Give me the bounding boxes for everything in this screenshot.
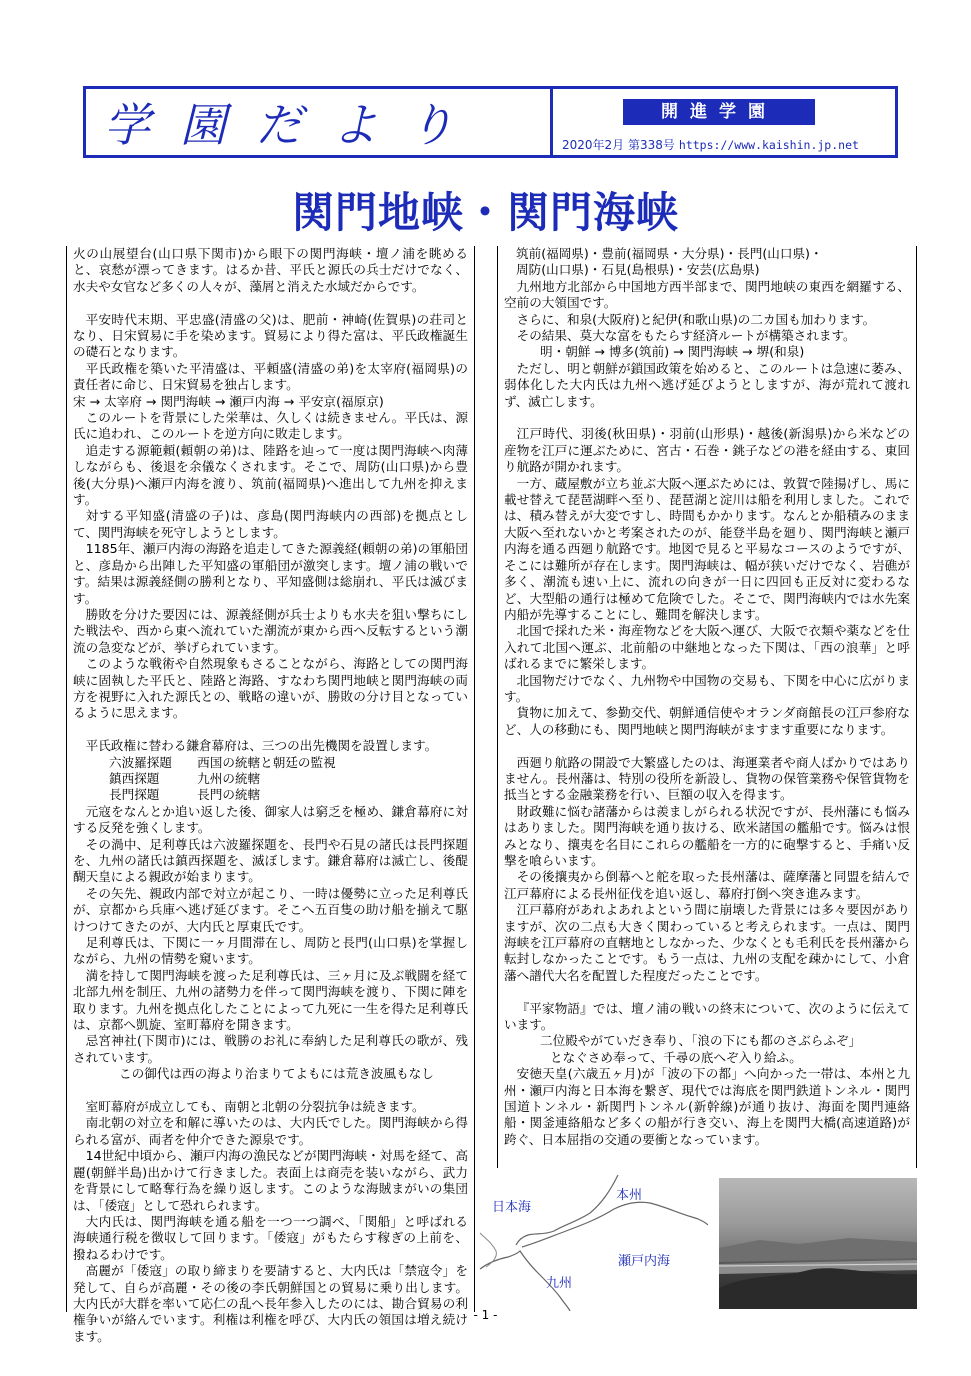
paragraph: 忌宮神社(下関市)には、戦勝のお礼に奉納した足利尊氏の歌が、残されています。: [73, 1033, 468, 1065]
paragraph: 火の山展望台(山口県下関市)から眼下の関門海峡・壇ノ浦を眺めると、哀愁が漂ってきます。はるか昔、平氏と源氏の兵士だけでなく、水夫や女官など多くの人々が、藻屑と消えた水域だからです。: [73, 246, 468, 294]
header-divider: [550, 89, 553, 155]
paragraph: 14世紀中頃から、瀬戸内海の漁民などが関門海峡・対馬を経て、高麗(朝鮮半島)出かけて行きました。表面上は商売を装いながら、武力を背景にして略奪行為を繰り返します。このような海賊まがいの集団は、「倭寇」として恐れられます。: [73, 1148, 468, 1213]
paragraph: 一方、蔵屋敷が立ち並ぶ大阪へ運ぶためには、敦賀で陸揚げし、馬に載せ替えて琵琶湖畔へ至り、琵琶湖と淀川は船を利用しました。これでは、積み替えが大変ですし、時間もかかります。なんとか船積みのまま大阪へ至れないかと考案されたのが、能登半島を廻り、関門海峡と瀬戸内海を通る西廻り航路です。地図で見ると平易なコースのようですが、そこには難所が存在します。関門海峡は、幅が狭いだけでなく、岩礁が多く、潮流も速い上に、流れの向きが一日に四回も正反対に変わるなど、大型船の通行は極めて危険でした。そこで、関門海峡内では水先案内船が先導することにし、難問を解決します。: [504, 475, 910, 622]
issue-date: 2020年2月 第338号: [562, 138, 675, 152]
paragraph: 1185年、瀬戸内海の海路を追走してきた源義経(頼朝の弟)の軍船団と、彦島から出陣した平知盛の軍船団が激突します。壇ノ浦の戦いです。結果は源義経側の勝利となり、平知盛側は総崩れ、平氏は滅びます。: [73, 541, 468, 606]
province-list: 筑前(福岡県)・豊前(福岡県・大分県)・長門(山口県)・: [516, 246, 823, 261]
paragraph: 財政難に悩む諸藩からは羨ましがられる状況ですが、長州藩にも悩みはありました。関門海峡を通り抜ける、欧米諸国の艦船です。悩みは恨みとなり、攘夷を名目にこれらの艦船を一方的に砲撃すると、手痛い反撃を喰らいます。: [504, 803, 910, 868]
route-line: 宋 → 太宰府 → 関門海峡 → 瀬戸内海 → 平安京(福原京): [73, 393, 384, 409]
paragraph: 室町幕府が成立しても、南朝と北朝の分裂抗争は続きます。: [85, 1099, 425, 1115]
paragraph: 安徳天皇(六歳五ヶ月)が「波の下の都」へ向かった一帯は、本州と九州・瀬戸内海と日本海を繋ぎ、現代では海底を関門鉄道トンネル・関門国道トンネル・新関門トンネル(新幹線)が通り抜け、海面を関門連絡船・関釜連絡船など多くの船が行き交い、海上を関門大橋(高速道路)が跨ぐ、日本屈指の交通の要衝となっています。: [504, 1066, 910, 1147]
province-list: 周防(山口県)・石見(島根県)・安芸(広島県): [516, 262, 760, 278]
paragraph: 『平家物語』では、壇ノ浦の戦いの終末について、次のように伝えています。: [504, 1000, 910, 1033]
spacer: [73, 295, 468, 311]
paragraph: 追走する源範頼(頼朝の弟)は、陸路を辿って一度は関門海峡へ肉薄しながらも、後退を余儀なくされます。そこで、周防(山口県)から豊後(大分県)へ瀬戸内海を渡り、筑前(福岡県)へ進出して九州を抑えます。: [73, 442, 468, 508]
paragraph: このような戦術や自然現象もさることながら、海路としての関門海峡に固執した平氏と、陸路と海路、すなわち関門地峡と関門海峡の両方を視野に入れた源氏との、戦略の違いが、勝敗の分け目となっているように思えます。: [73, 656, 468, 721]
masthead-box: [83, 86, 898, 158]
honshu-coastline: [516, 1175, 618, 1245]
paragraph: その後攘夷から倒幕へと舵を取った長州藩は、薩摩藩と同盟を結んで江戸幕府による長州征伐を追い返し、幕府打倒へ突き進みます。: [504, 869, 910, 901]
paragraph: 北国物だけでなく、九州物や中国物の交易も、下関を中心に広がります。: [504, 672, 910, 704]
label-seto-inland-sea: 瀬戸内海: [618, 1254, 671, 1269]
spacer: [73, 1083, 468, 1099]
paragraph: 江戸幕府があれよあれよという間に崩壊した背景には多々要因がありますが、次の二点も大きく関わっていると考えられます。一点は、関門海峡を江戸幕府の直轄地としなかった、少なくとも毛利氏を長州藩から転封しなかったことです。もう一点は、九州の支配を疎かにして、小倉藩へ譜代大名を配置した程度だったことです。: [504, 902, 910, 983]
paragraph: 大内氏は、関門海峡を通る船を一つ一つ調べ、「関船」と呼ばれる海峡通行税を徴収して回ります。「倭寇」がもたらす稼ぎの上前を、撥ねるわけです。: [73, 1213, 468, 1262]
kyushu-west-coast: [480, 1233, 496, 1267]
label-sea-of-japan: 日本海: [492, 1200, 532, 1215]
route-line: 明・朝鮮 → 博多(筑前) → 関門海峡 → 堺(和泉): [540, 344, 805, 360]
poem: この御代は西の海より治まりてよもには荒き波風もなし: [119, 1066, 434, 1082]
left-column: [66, 246, 475, 1344]
paragraph: さらに、和泉(大阪府)と紀伊(和歌山県)の二カ国も加わります。: [516, 311, 876, 327]
list-item: 六波羅探題 西国の統轄と朝廷の監視: [109, 754, 336, 770]
paragraph: 南北朝の対立を和解に導いたのは、大内氏でした。関門海峡から得られる富が、両者を仲介できた源泉です。: [73, 1115, 468, 1147]
paragraph: 平安時代末期、平忠盛(清盛の父)は、肥前・神崎(佐賀県)の荘司となり、日宋貿易に手を染めます。貿易により得た富は、平氏政権誕生の礎石となります。: [73, 311, 468, 360]
paragraph: 対する平知盛(清盛の子)は、彦島(関門海峡内の西部)を拠点として、関門海峡を死守しようとします。: [73, 508, 468, 540]
school-name: 開進学園: [623, 99, 815, 125]
label-kyushu: 九州: [546, 1276, 573, 1291]
paragraph: その渦中、足利尊氏は六波羅探題を、長門や石見の諸氏は長門探題を、九州の諸氏は鎮西探題を、滅ぼします。鎌倉幕府は滅亡し、後醍醐天皇による親政が始まります。: [73, 836, 469, 885]
spacer: [504, 738, 910, 754]
paragraph: 平氏政権を築いた平清盛は、平頼盛(清盛の弟)を太宰府(福岡県)の責任者に命じ、日宋貿易を独占します。: [73, 360, 468, 393]
website-url: https://www.kaishin.jp.net: [678, 138, 859, 152]
quote-line: 二位殿やがていだき奉り、「浪の下にも都のさぶらふぞ」: [540, 1033, 862, 1049]
page-number: - 1 -: [473, 1308, 498, 1322]
honshu-south-coast: [522, 1202, 708, 1247]
kanmon-map: [478, 1173, 708, 1311]
right-column: [497, 246, 917, 1168]
paragraph: 平氏政権に替わる鎌倉幕府は、三つの出先機関を設置します。: [85, 738, 438, 754]
paragraph: 西廻り航路の開設で大繁盛したのは、海運業者や商人ばかりではありません。長州藩は、特別の役所を新設し、貨物の保管業務や保管貨物を抵当とする金融業務を行い、巨額の収入を得ます。: [504, 754, 910, 803]
paragraph: 元寇をなんとか追い返した後、御家人は窮乏を極め、鎌倉幕府に対する反発を強くします。: [73, 803, 468, 836]
list-item: 長門探題 長門の統轄: [109, 787, 261, 803]
paragraph: 貨物に加えて、参勤交代、朝鮮通信使やオランダ商館長の江戸参府など、人の移動にも、関門地峡と関門海峡がますます重要になります。: [504, 705, 910, 737]
kanmon-strait-photo: [719, 1178, 917, 1309]
photo-landscape: [719, 1178, 917, 1309]
list-item: 鎮西探題 九州の統轄: [109, 770, 261, 786]
paragraph: このルートを背景にした栄華は、久しくは続きません。平氏は、源氏に追われ、このルートを逆方向に敗走します。: [73, 410, 468, 442]
spacer: [504, 984, 910, 1000]
paragraph: 足利尊氏は、下関に一ヶ月間滞在し、周防と長門(山口県)を掌握しながら、九州の情勢を窺います。: [73, 935, 468, 967]
paragraph: 九州地方北部から中国地方西半部まで、関門地峡の東西を網羅する、空前の大領国です。: [504, 278, 910, 311]
paragraph: 江戸時代、羽後(秋田県)・羽前(山形県)・越後(新潟県)から米などの産物を江戸に運ぶために、宮古・石巻・銚子などの港を経由する、東回り航路が開かれます。: [504, 426, 910, 475]
quote-line: となぐさめ奉って、千尋の底へぞ入り給ふ。: [550, 1049, 802, 1065]
spacer: [73, 722, 468, 738]
issue-line: [562, 136, 859, 153]
paragraph: その矢先、親政内部で対立が起こり、一時は優勢に立った足利尊氏が、京都から兵庫へ逃げ延びます。そこへ五百隻の助け船を揃えて駆けつけてきたのが、大内氏と厚東氏です。: [73, 885, 468, 934]
paragraph: 勝敗を分けた要因には、源義経側が兵士よりも水夫を狙い撃ちにした戦法や、西から東へ流れていた潮流が東から西へ反転するという潮流の急変などが、挙げられています。: [73, 606, 468, 655]
paragraph: 満を持して関門海峡を渡った足利尊氏は、三ヶ月に及ぶ戦闘を経て北部九州を制圧、九州の諸勢力を伴って関門海峡を渡り、下関に陣を取ります。九州を拠点化したことによって九死に一生を得た足利尊氏は、京都へ凱旋、室町幕府を開きます。: [73, 967, 468, 1033]
newsletter-name: 学園だより: [104, 98, 484, 152]
paragraph: その結果、莫大な富をもたらす経済ルートが構築されます。: [516, 328, 856, 344]
paragraph: ただし、明と朝鮮が鎖国政策を始めると、このルートは急速に萎み、弱体化した大内氏は九州へ逃げ延びようとしますが、海が荒れて渡れず、滅亡します。: [504, 360, 910, 409]
label-honshu: 本州: [616, 1188, 643, 1203]
article-title: 関門地峡・関門海峡: [291, 188, 679, 237]
spacer: [504, 410, 910, 426]
paragraph: 高麗が「倭寇」の取り締まりを要請すると、大内氏は「禁寇令」を発して、自らが高麗・その後の李氏朝鮮国との貿易に乗り出します。大内氏が大群を率いて応仁の乱へ長年参入したのには、勘合貿易の利権争いが絡んでいます。利権は利権を呼び、大内氏の領国は増え続けます。: [73, 1263, 468, 1344]
paragraph: 北国で採れた米・海産物などを大阪へ運び、大阪で衣類や薬などを仕入れて北国へ運ぶ、北前船の中継地となった下関は、「西の浪華」と呼ばれるまでに繁栄します。: [504, 623, 910, 672]
